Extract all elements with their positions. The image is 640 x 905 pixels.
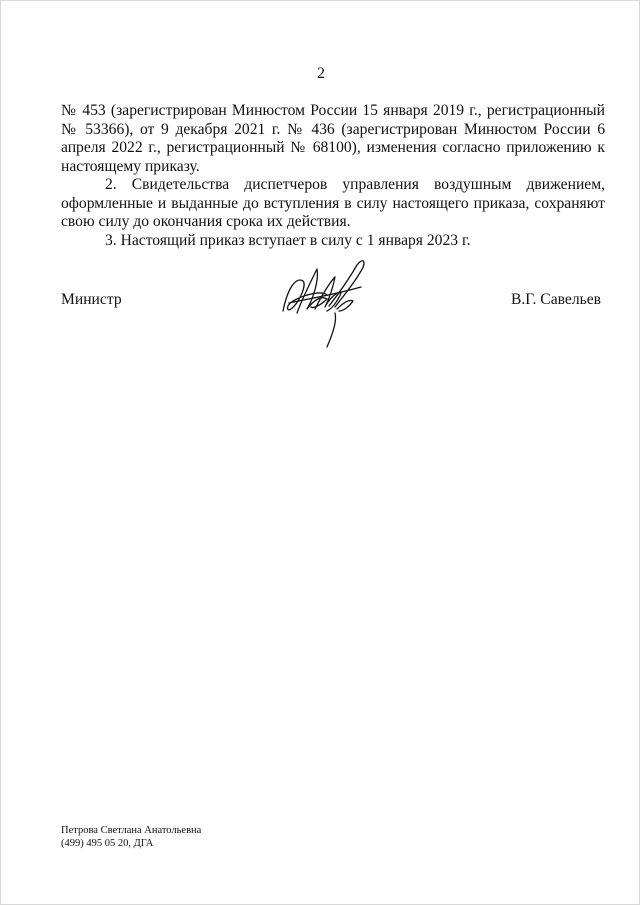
signatory-name: В.Г. Савельев (510, 291, 601, 308)
paragraph-continuation: № 453 (зарегистрирован Минюстом России 15 января 2019 г., регистрационный № 53366), от 9 декабря 2021 г. № 436 (зарегистрирован Минюстом России 6 апреля 2022 г., регистрационный № 68100), изменения согласно приложению к настоящему приказу. (61, 102, 605, 175)
handwritten-signature-icon (277, 251, 377, 351)
executor-phone: (499) 495 05 20, ДГА (61, 838, 154, 849)
executor-name: Петрова Светлана Анатольевна (61, 825, 202, 836)
page-number: 2 (317, 65, 325, 82)
executor-contact (61, 824, 201, 850)
document-body (61, 102, 605, 250)
paragraph-item-2: 2. Свидетельства диспетчеров управления воздушным движением, оформленные и выданные до вступления в силу настоящего приказа, сохраняют свою силу до окончания срока их действия. (61, 176, 605, 230)
signatory-title: Министр (61, 291, 122, 308)
paragraph-item-3: 3. Настоящий приказ вступает в силу с 1 января 2023 г. (105, 231, 471, 249)
